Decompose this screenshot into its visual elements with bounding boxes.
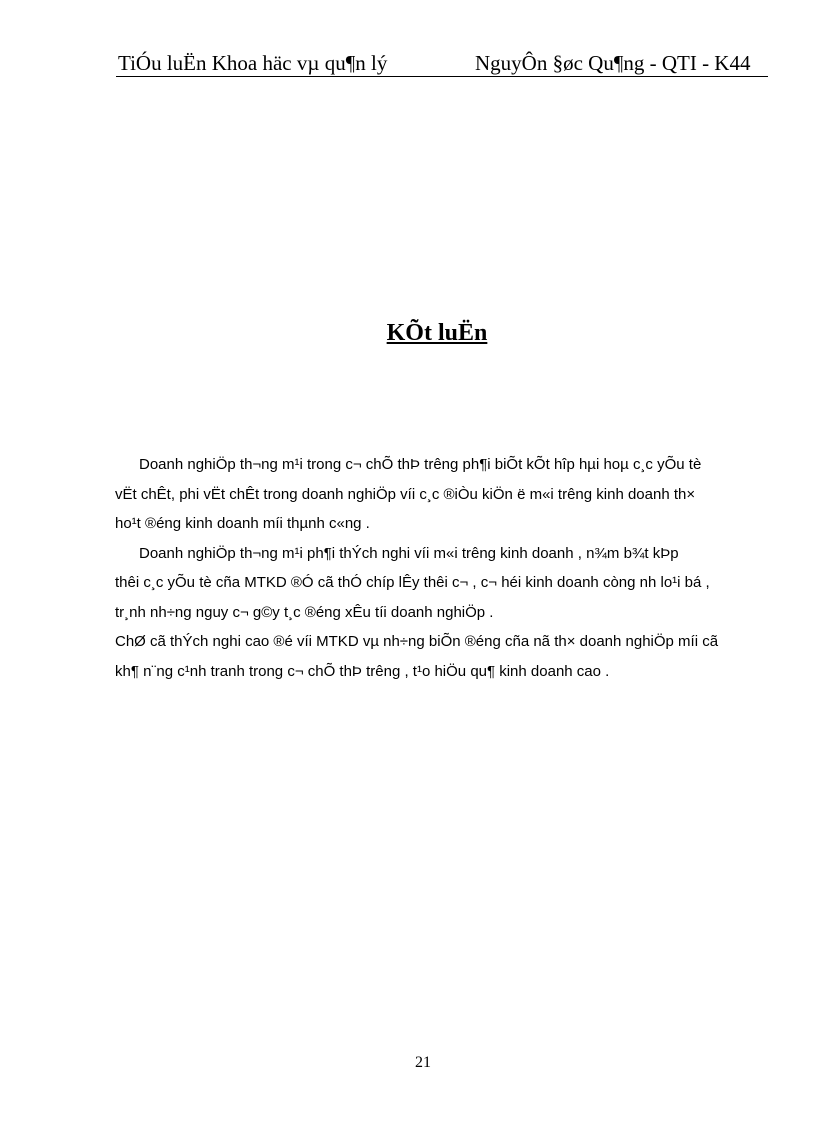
paragraph-line: vËt chÊt, phi vËt chÊt trong doanh nghiÖp víi c¸c ®iÒu kiÖn ë m«i trêng kinh doanh th× bbox=[115, 485, 696, 503]
header-document-title: TiÓu luËn Khoa häc vµ qu¶n lý bbox=[118, 51, 388, 75]
section-title bbox=[0, 318, 816, 348]
paragraph bbox=[115, 539, 770, 628]
paragraph-line: Doanh nghiÖp th¬ng m¹i ph¶i thÝch nghi víi m«i trêng kinh doanh , n¾m b¾t kÞp bbox=[139, 544, 679, 562]
paragraph-line: thêi c¸c yÕu tè cña MTKD ®Ó cã thÓ chíp lÊy thêi c¬ , c¬ héi kinh doanh còng nh lo¹i bá , bbox=[115, 574, 710, 591]
paragraph-line: kh¶ n¨ng c¹nh tranh trong c¬ chÕ thÞ trêng , t¹o hiÖu qu¶ kinh doanh cao . bbox=[115, 662, 610, 680]
paragraph-line: ChØ cã thÝch nghi cao ®é víi MTKD vµ nh÷ng biÕn ®éng cña nã th× doanh nghiÖp míi cã bbox=[115, 633, 719, 650]
paragraph bbox=[115, 627, 770, 686]
paragraph-line: tr¸nh nh÷ng nguy c¬ g©y t¸c ®éng xÊu tíi doanh nghiÖp . bbox=[115, 603, 494, 621]
paragraph-line: Doanh nghiÖp th¬ng m¹i trong c¬ chÕ thÞ trêng ph¶i biÕt kÕt hîp hµi hoµ c¸c yÕu tè bbox=[139, 456, 702, 473]
page-header bbox=[116, 50, 768, 77]
body-text bbox=[115, 450, 770, 686]
paragraph-line: ho¹t ®éng kinh doanh míi thµnh c«ng . bbox=[115, 515, 370, 532]
paragraph bbox=[115, 450, 770, 539]
section-title-text: KÕt luËn bbox=[386, 320, 488, 346]
header-author-info: NguyÔn §øc Qu¶ng - QTI - K44 bbox=[475, 51, 751, 75]
page-number: 21 bbox=[415, 1054, 431, 1071]
